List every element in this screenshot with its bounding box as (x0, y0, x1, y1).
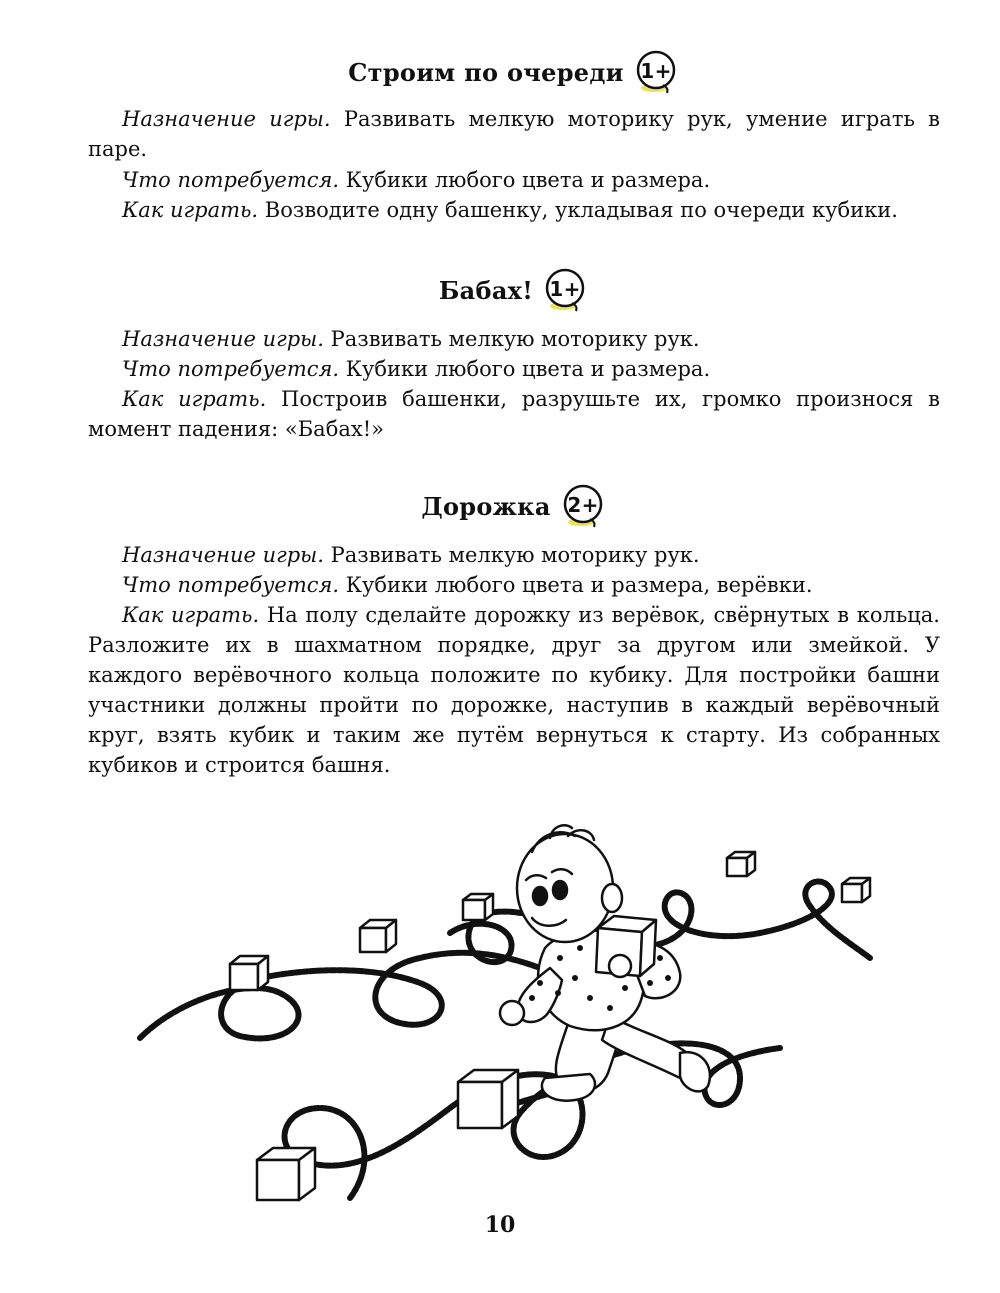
purpose-label: Назначение игры. (122, 327, 324, 351)
section-heading (88, 266, 940, 314)
section-heading (88, 48, 940, 96)
needs-text: Кубики любого цвета и размера. (339, 357, 711, 381)
game-title: Дорожка (421, 491, 551, 521)
page-number: 10 (484, 1212, 516, 1238)
age-badge-icon (541, 266, 589, 314)
child-rope-path-illustration (120, 808, 900, 1203)
how-text: Построив башенки, разрушьте их, громко произнося в момент падения: «Бабах!» (88, 387, 940, 441)
needs-label: Что потребуется. (122, 573, 340, 597)
purpose-text: Развивать мелкую моторику рук. (323, 327, 700, 351)
age-label: 1+ (640, 59, 672, 83)
purpose-label: Назначение игры. (122, 543, 324, 567)
needs-label: Что потребуется. (122, 357, 340, 381)
needs-label: Что потребуется. (122, 168, 340, 192)
how-text: На полу сделайте дорожку из верёвок, свёрнутых в кольца. Разложите их в шахматном порядке, друг за другом или змейкой. У каждого верёвочного кольца положите по кубику. Для постройки башни участники должны пройти по дорожке, наступив в каждый верёвочный круг, взять кубик и таким же путём вернуться к старту. Из собранных кубиков и строится башня. (88, 603, 940, 777)
purpose-text: Развивать мелкую моторику рук, умение играть в паре. (88, 107, 940, 161)
needs-paragraph (88, 354, 940, 384)
how-label: Как играть. (122, 603, 260, 627)
purpose-text: Развивать мелкую моторику рук. (323, 543, 700, 567)
how-paragraph (88, 195, 940, 225)
needs-text: Кубики любого цвета и размера, верёвки. (339, 573, 813, 597)
how-label: Как играть. (122, 387, 267, 411)
purpose-paragraph (88, 104, 940, 164)
section-heading (88, 482, 940, 530)
age-label: 2+ (567, 493, 599, 517)
purpose-paragraph (88, 324, 940, 354)
how-text: Возводите одну башенку, укладывая по очереди кубики. (258, 198, 898, 222)
rope-path (140, 881, 870, 1198)
needs-paragraph (88, 570, 940, 600)
age-badge-icon (632, 48, 680, 96)
how-paragraph (88, 384, 940, 444)
how-label: Как играть. (122, 198, 259, 222)
needs-text: Кубики любого цвета и размера. (339, 168, 711, 192)
purpose-paragraph (88, 540, 940, 570)
illustration-svg (120, 808, 900, 1203)
how-paragraph (88, 600, 940, 780)
needs-paragraph (88, 165, 940, 195)
game-title: Строим по очереди (348, 57, 624, 87)
purpose-label: Назначение игры. (122, 107, 331, 131)
age-badge-icon (559, 482, 607, 530)
age-label: 1+ (549, 277, 581, 301)
game-title: Бабах! (438, 275, 534, 305)
